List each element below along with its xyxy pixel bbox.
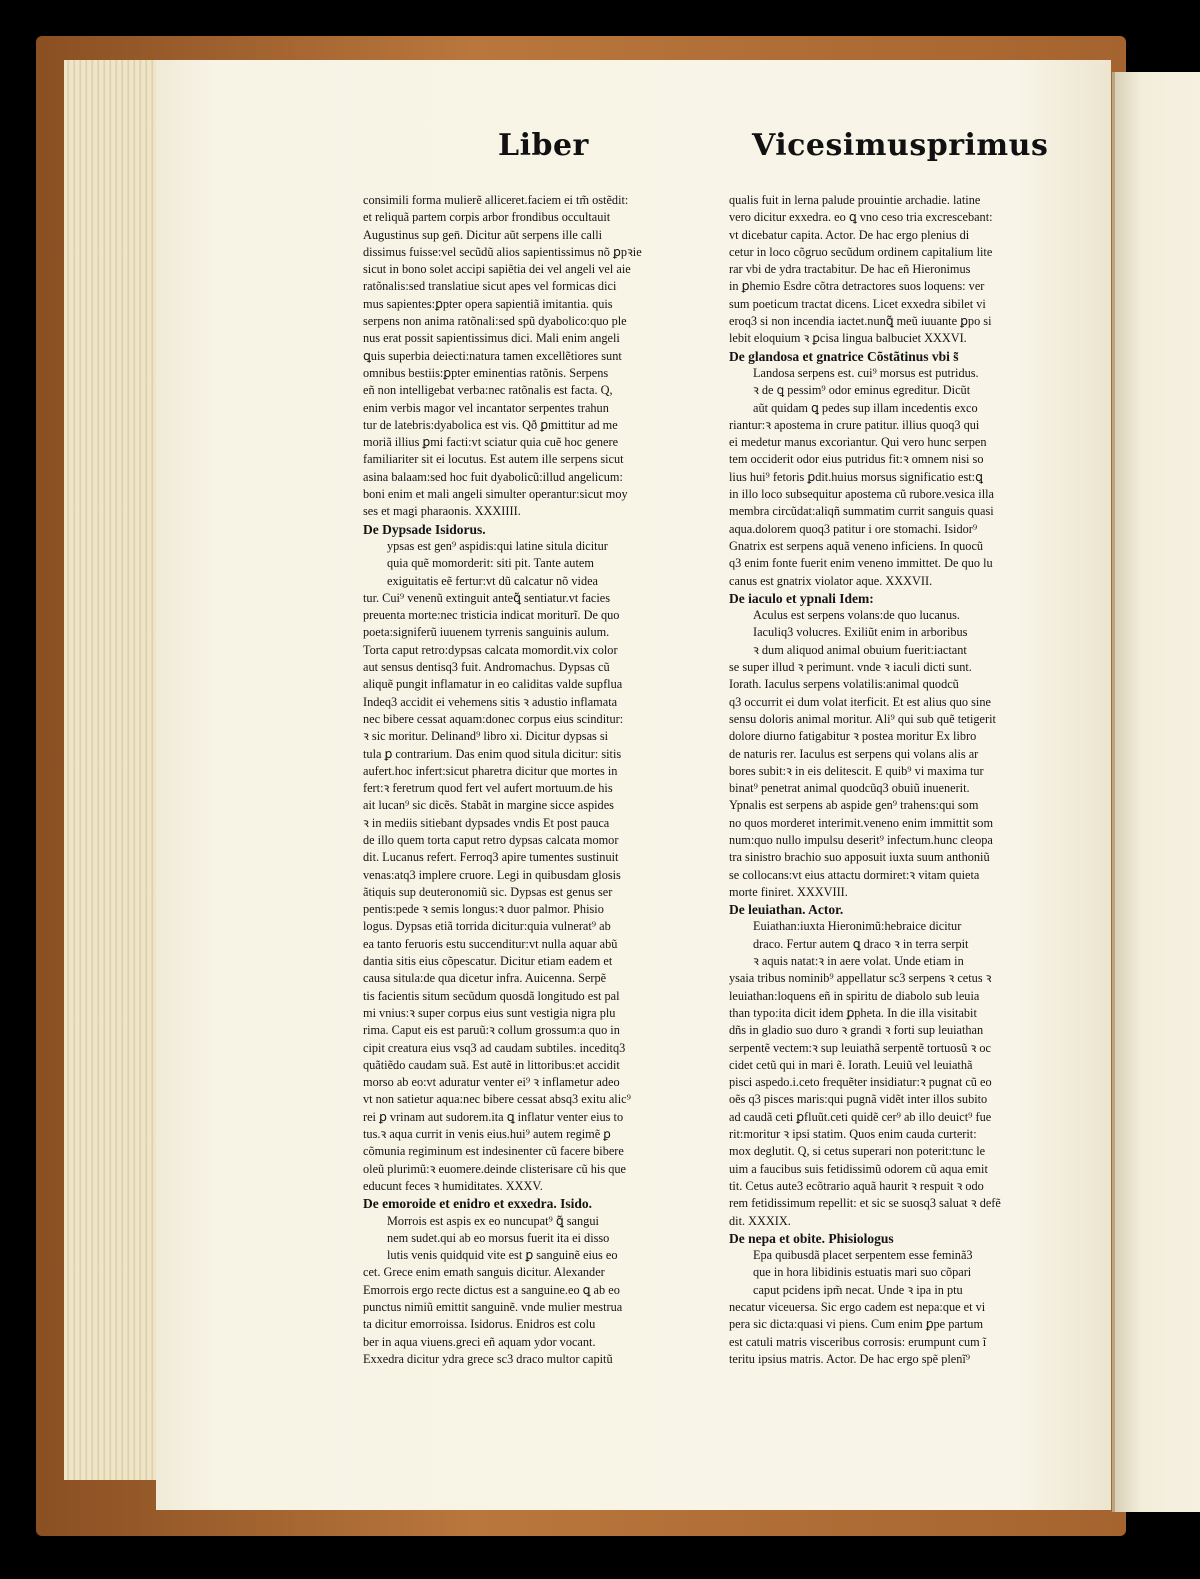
text-line: enim verbis magor vel incantator serpentes trahun: [363, 400, 609, 415]
text-line: pentis:pede ꝛ semis longus:ꝛ duor palmor. Phisio: [363, 902, 604, 917]
text-column-right: [729, 192, 1039, 1368]
text-line: Euiathan:iuxta Hieronimũ:hebraice dicitur: [753, 919, 962, 934]
chapter-heading: De Dypsade Isidorus.: [363, 521, 486, 537]
text-line: dit. Lucanus refert. Ferroq3 apire tumentes sustinuit: [363, 850, 619, 865]
text-line: punctus nimiũ emittit sanguinẽ. vnde mulier mestrua: [363, 1300, 623, 1314]
text-line: et reliquã partem corpis arbor frondibus occultauit: [363, 210, 611, 225]
text-line: vt non satietur aqua:nec bibere cessat absq3 exitu alic⁹: [363, 1092, 631, 1107]
text-line: Augustinus sup gen̄. Dicitur aũt serpens ille calli: [363, 227, 603, 242]
text-line: Exxedra dicitur ydra grece sc3 draco multor capitũ: [363, 1351, 613, 1366]
text-line: ta dicitur emorroissa. Isidorus. Enidros est colu: [363, 1317, 596, 1332]
text-line: de illo quem torta caput retro dypsas calcata momor: [363, 832, 619, 847]
text-line: no quos morderet interimit.veneno enim immittit som: [729, 815, 994, 830]
text-line: poeta:signiferũ iuuenem tyrrenis sanguinis aulum.: [363, 625, 610, 640]
text-line: que in hora libidinis estuatis mari suo cõpari: [753, 1265, 972, 1280]
text-line: rei ꝑ vrinam aut sudorem.ita ꝗ inflatur venter eius to: [363, 1109, 624, 1124]
text-line: leuiathan:loquens eñ in spiritu de diabolo sub leuia: [729, 988, 980, 1003]
text-line: ꝛ in mediis sitiebant dypsades vndis Et post pauca: [363, 815, 610, 830]
text-line: uim a faucibus suis fetidissimũ odorem cũ aqua emit: [729, 1161, 988, 1176]
text-line: dissimus fuisse:vel secũdũ alios sapientissimus nõ ꝑpꝛie: [363, 244, 642, 259]
text-line: pisci aspedo.i.ceto frequẽter insidiatur:ꝛ pugnat cũ eo: [729, 1075, 992, 1090]
text-line: tus.ꝛ aqua currit in venis eius.hui⁹ autem regimẽ ꝑ: [363, 1127, 611, 1142]
text-line: asina balaam:sed hoc fuit dyabolicũ:illud angelicum:: [363, 469, 623, 484]
text-line: Landosa serpens est. cui⁹ morsus est putridus.: [753, 365, 979, 380]
text-line: sensu doloris animal moritur. Ali⁹ qui sub quẽ tetigerit: [729, 711, 996, 726]
text-line: cipit creatura eius vsq3 ad caudam subtiles. inceditq3: [363, 1040, 626, 1055]
text-line: ꝛ aquis natat:ꝛ in aere volat. Unde etiam in: [753, 954, 964, 969]
text-line: tur. Cui⁹ venenũ extinguit anteꝗ̃ sentiatur.vt facies: [363, 590, 611, 605]
text-line: ei medetur manus excoriantur. Qui vero hunc serpen: [729, 435, 987, 450]
text-line: ad caudã ceti ꝑfluũt.ceti quidẽ cer⁹ ab illo deuict⁹ fue: [729, 1109, 992, 1124]
text-line: in ꝑhemio Esdre cõtra detractores suos loquens: ver: [729, 279, 985, 294]
text-line: Epa quibusdã placet serpentem esse feminã3: [753, 1248, 973, 1263]
text-line: tula ꝑ contrarium. Das enim quod situla dicitur: sitis: [363, 746, 622, 761]
facing-page-edge: [1112, 72, 1200, 1512]
text-line: Torta caput retro:dypsas calcata momordit.vix color: [363, 642, 618, 657]
text-line: aũt quidam ꝗ pedes sup illam incedentis exco: [753, 400, 978, 415]
text-line: num:quo nullo impulsu deserit⁹ infectum.hunc cleopa: [729, 832, 993, 847]
text-line: moriã illius ꝑmi facti:vt sciatur quia cuẽ hoc genere: [363, 435, 619, 450]
text-line: tem occiderit odor eius putridus fit:ꝛ omnem nisi so: [729, 452, 984, 467]
text-line: Iorath. Iaculus serpens volatilis:animal quodcũ: [729, 677, 959, 692]
text-line: serpentẽ vectem:ꝛ sup leuiathã serpentẽ tortuosũ ꝛ oc: [729, 1040, 991, 1055]
text-line: in illo loco subsequitur apostema cũ rubore.vesica illa: [729, 487, 994, 502]
text-line: ꝛ de ꝗ pessim⁹ odor eminus egreditur. Dicũt: [753, 383, 971, 398]
text-line: se super illud ꝛ perimunt. vnde ꝛ iaculi dicti sunt.: [729, 660, 972, 675]
text-line: cetur in loco cõgruo secũdum ordinem capitalium lite: [729, 244, 993, 259]
text-line: dñs in gladio suo duro ꝛ grandi ꝛ forti sup leuiathan: [729, 1023, 984, 1038]
chapter-heading: De emoroide et enidro et exxedra. Isido.: [363, 1196, 592, 1212]
text-line: draco. Fertur autem ꝗ draco ꝛ in terra serpit: [753, 936, 969, 951]
text-line: ait lucan⁹ sic dicẽs. Stabãt in margine sicce aspides: [363, 798, 614, 813]
text-line: binat⁹ penetrat animal quodcũq3 obuiũ inuenerit.: [729, 781, 970, 796]
text-line: morso ab eo:vt aduratur venter ei⁹ ꝛ inflametur adeo: [363, 1075, 620, 1090]
text-line: teritu ipsius matris. Actor. De hac ergo spẽ plenĩ⁹: [729, 1351, 971, 1366]
text-line: causa situla:de qua dicetur infra. Auicenna. Serpẽ: [363, 971, 607, 986]
text-line: tra sinistro brachio suo apposuit iuxta suum anthoniũ: [729, 850, 990, 865]
text-line: Indeq3 accidit ei vehemens sitis ꝛ adustio inflamata: [363, 694, 618, 709]
running-header-right: Vicesimusprimus: [752, 128, 1049, 163]
text-line: oẽs q3 pisces maris:qui pugnã vidẽt inter illos subito: [729, 1092, 988, 1107]
text-line: morte finiret. XXXVIII.: [729, 884, 848, 899]
chapter-heading: De glandosa et gnatrice Cõstãtinus vbi s̃: [729, 348, 959, 364]
text-line: preuenta morte:nec tristicia indicat moriturĩ. De quo: [363, 608, 620, 623]
text-line: bores subit:ꝛ in eis delitescit. E quib⁹ vi maxima tur: [729, 763, 984, 778]
text-line: ber in aqua viuens.greci eñ aquam ydor vocant.: [363, 1334, 596, 1349]
text-line: vt dicebatur capita. Actor. De hac ergo plenius di: [729, 227, 970, 242]
text-line: eroq3 si non incendia iactet.nunꝗ̃ meũ iuuante ꝑpo si: [729, 314, 992, 329]
text-line: mus sapientes:ꝑpter opera sapientiã imitantia. quis: [363, 296, 613, 311]
text-line: quãtiẽdo caudam suã. Est autẽ in littoribus:et accidit: [363, 1057, 620, 1072]
text-line: fert:ꝛ feretrum quod fert vel aufert mortuum.de his: [363, 781, 613, 796]
text-line: logus. Dypsas etiã torrida dicitur:quia vulnerat⁹ ab: [363, 919, 611, 934]
text-line: quia quẽ momorderit: siti pit. Tante autem: [387, 556, 594, 571]
text-line: eñ non intelligebat verba:nec ratõnalis est facta. Q,: [363, 383, 613, 398]
text-line: ꝛ dum aliquod animal obuium fuerit:iactant: [753, 642, 967, 657]
text-line: mi vnius:ꝛ super corpus eius sunt vestigia nigra plu: [363, 1005, 616, 1020]
text-line: ses et magi pharaonis. XXXIIII.: [363, 504, 521, 519]
text-line: cõmunia regiminum est indesinenter cũ facere bibere: [363, 1144, 624, 1159]
text-line: tur de latebris:dyabolica est vis. Qð ꝑmittitur ad me: [363, 417, 618, 432]
text-line: than typo:ita dicit idem ꝑpheta. In die illa visitabit: [729, 1005, 977, 1020]
text-line: canus est gnatrix violator aque. XXXVII.: [729, 573, 933, 588]
text-line: ysaia tribus nominib⁹ appellatur sc3 serpens ꝛ cetus ꝛ: [729, 971, 992, 986]
text-line: lutis venis quidquid vite est ꝑ sanguinẽ eius eo: [387, 1248, 618, 1263]
text-line: dantia sitis eius cõpescatur. Dicitur etiam eadem et: [363, 954, 613, 969]
chapter-heading: De leuiathan. Actor.: [729, 902, 844, 918]
text-line: ãtiquis sup deuteronomiũ sic. Dypsas est genus ser: [363, 884, 613, 899]
text-line: Morrois est aspis ex eo nuncupat⁹ ꝗ̃ sangui: [387, 1213, 599, 1228]
chapter-heading: De iaculo et ypnali Idem:: [729, 590, 874, 606]
text-line: vero dicitur exxedra. eo ꝗ vno ceso tria excrescebant:: [729, 210, 993, 225]
text-line: boni enim et mali angeli simulter operantur:sicut moy: [363, 487, 628, 502]
text-line: nus erat possit sapientissimus dici. Mali enim angeli: [363, 331, 620, 346]
text-line: est catuli matris visceribus corrosis: erumpunt cum ĩ: [729, 1334, 987, 1349]
text-line: ea tanto feruoris estu succenditur:vt nulla aquar abũ: [363, 936, 618, 951]
text-line: rit:moritur ꝛ ipsi statim. Quos enim cauda curterit:: [729, 1127, 977, 1142]
text-line: Gnatrix est serpens aquã veneno inficiens. In quocũ: [729, 538, 984, 553]
text-line: nec bibere cessat aquam:donec corpus eius scinditur:: [363, 711, 624, 726]
text-line: ꝛ sic moritur. Delinand⁹ libro xi. Dicitur dypsas si: [363, 729, 609, 744]
text-line: q3 enim fonte fuerit enim veneno immittet. De quo lu: [729, 556, 993, 571]
text-line: necatur viceuersa. Sic ergo cadem est nepa:que et vi: [729, 1300, 986, 1314]
chapter-heading: De nepa et obite. Phisiologus: [729, 1230, 894, 1246]
text-line: aut sensus dentisq3 fuit. Andromachus. Dypsas cũ: [363, 660, 610, 675]
text-line: ratõnalis:sed translatiue sicut apes vel formicas dici: [363, 279, 617, 294]
text-line: sum poeticum tractat dicens. Licet exxedra sibilet vi: [729, 296, 986, 311]
text-line: sicut in bono solet accipi sapiẽtia dei vel angeli vel aie: [363, 262, 631, 277]
text-line: membra circũdat:aliqñ summatim currit sanguis quasi: [729, 504, 994, 519]
text-line: educunt feces ꝛ humiditates. XXXV.: [363, 1178, 543, 1193]
page-edges: [64, 60, 158, 1480]
text-line: Aculus est serpens volans:de quo lucanus.: [753, 608, 960, 623]
text-line: omnibus bestiis:ꝑpter eminentias ratõnis. Serpens: [363, 365, 609, 380]
text-line: caput pcidens ipm̃ necat. Unde ꝛ ipa in ptu: [753, 1282, 963, 1297]
running-header-left: Liber: [498, 128, 589, 163]
text-line: serpens non anima ratõnali:sed spũ dyabolico:quo ple: [363, 314, 627, 329]
text-line: cet. Grece enim emath sanguis dicitur. Alexander: [363, 1265, 605, 1280]
text-line: dolore diurno fatigabitur ꝛ postea moritur Ex libro: [729, 729, 977, 744]
text-line: exiguitatis eẽ fertur:vt dũ calcatur nõ videa: [387, 573, 599, 588]
text-line: q3 occurrit ei dum volat iterficit. Et est alius quo sine: [729, 694, 991, 709]
text-line: pera sic dicta:quasi vi piens. Cum enim ꝑpe partum: [729, 1317, 984, 1332]
text-line: se collocans:vt eius attactu dormiret:ꝛ vitam quieta: [729, 867, 980, 882]
text-line: oleũ plurimũ:ꝛ euomere.deinde clisterisare cũ his que: [363, 1161, 626, 1176]
text-line: nem sudet.qui ab eo morsus fuerit ita ei disso: [387, 1230, 610, 1245]
text-line: rar vbi de ydra tractabitur. De hac eñ Hieronimus: [729, 262, 971, 277]
text-column-left: [363, 192, 659, 1368]
text-line: consimili forma mulierẽ alliceret.faciem ei tm̃ ostẽdit:: [363, 193, 629, 207]
text-line: qualis fuit in lerna palude prouintie archadie. latine: [729, 193, 981, 207]
text-line: lius hui⁹ fetoris ꝑdit.huius morsus significatio est:ꝗ: [729, 469, 983, 484]
text-line: Ypnalis est serpens ab aspide gen⁹ trahens:qui som: [729, 798, 979, 813]
text-line: aliquẽ pungit inflamatur in eo caliditas valde supflua: [363, 677, 623, 692]
text-line: rem fetidissimum repellit: et sic se suosq3 saluat ꝛ defẽ: [729, 1196, 1001, 1211]
text-line: Iaculiq3 volucres. Exiliũt enim in arboribus: [753, 625, 968, 640]
text-line: cidet cetũ qui in mari ẽ. Iorath. Leuiũ vel leuiathã: [729, 1057, 973, 1072]
text-line: ꝗuis superbia deiecti:natura tamen excellẽtiores sunt: [363, 348, 622, 363]
text-line: rima. Caput eis est paruũ:ꝛ collum grossum:a quo in: [363, 1023, 620, 1038]
text-line: riantur:ꝛ apostema in crure patitur. illius quoq3 qui: [729, 417, 980, 432]
text-line: dit. XXXIX.: [729, 1213, 791, 1228]
text-line: tit. Cetus aute3 ecõtrario aquã haurit ꝛ respuit ꝛ odo: [729, 1178, 984, 1193]
text-line: Emorrois ergo recte dictus est a sanguine.eo ꝗ ab eo: [363, 1282, 620, 1297]
text-line: mox deglutit. Q, si cetus superari non poterit:tunc le: [729, 1144, 986, 1159]
text-line: ypsas est gen⁹ aspidis:qui latine situla dicitur: [387, 538, 608, 553]
text-line: de naturis rer. Iaculus est serpens qui volans alis ar: [729, 746, 979, 761]
text-line: aqua.dolorem quoq3 patitur i ore stomachi. Isidor⁹: [729, 521, 978, 536]
text-line: venas:atq3 implere cruore. Legi in quibusdam glosis: [363, 867, 621, 882]
text-line: familiariter sit ei locutus. Est autem ille serpens sicut: [363, 452, 624, 467]
text-line: lebit eloquium ꝛ ꝑcisa lingua balbuciet XXXVI.: [729, 331, 967, 346]
text-line: aufert.hoc infert:sicut pharetra dicitur que mortes in: [363, 763, 618, 778]
text-line: tis facientis situm secũdum quosdã longitudo est pal: [363, 988, 620, 1003]
